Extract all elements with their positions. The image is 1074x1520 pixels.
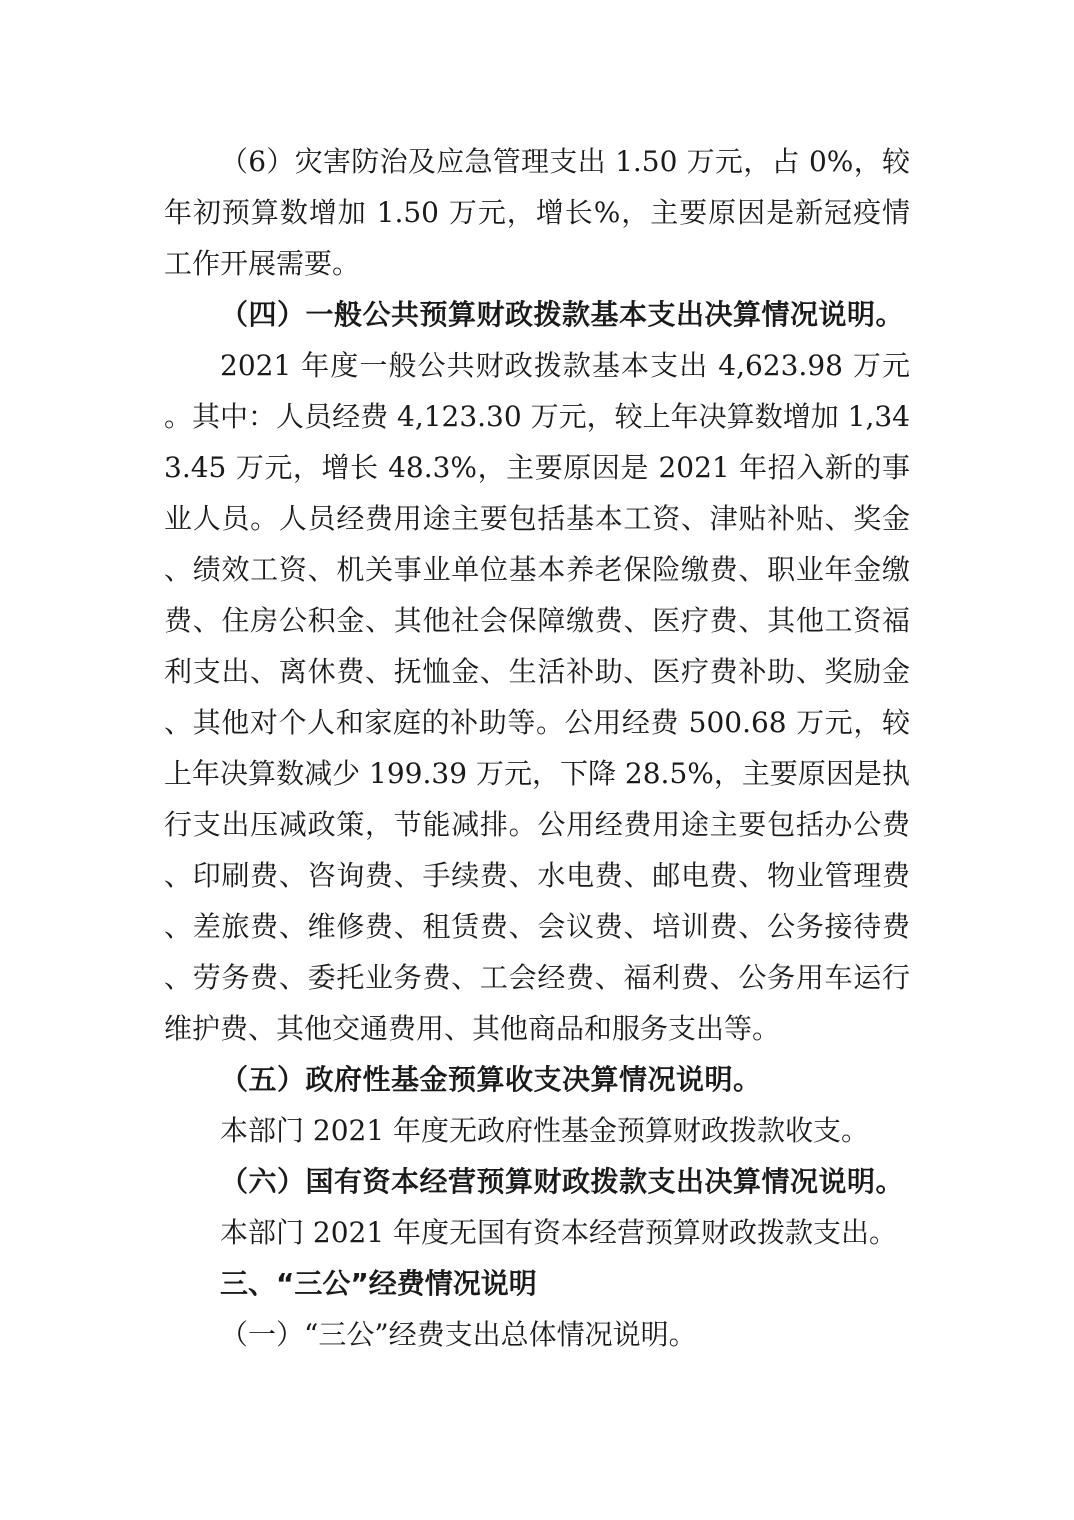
paragraph-disaster-prevention-expenditure: （6）灾害防治及应急管理支出 1.50 万元，占 0%，较年初预算数增加 1.50 万元，增长%，主要原因是新冠疫情工作开展需要。 xyxy=(164,145,910,280)
paragraph-state-capital: 本部门 2021 年度无国有资本经营预算财政拨款支出。 xyxy=(220,1216,898,1249)
heading-government-fund: （五）政府性基金预算收支决算情况说明。 xyxy=(220,1063,762,1096)
document-body xyxy=(164,136,910,1360)
paragraph-government-fund: 本部门 2021 年度无政府性基金预算财政拨款收支。 xyxy=(220,1114,870,1147)
section-heading-three-public: 三、“三公”经费情况说明 xyxy=(220,1267,537,1300)
heading-state-capital: （六）国有资本经营预算财政拨款支出决算情况说明。 xyxy=(220,1165,905,1198)
paragraph-basic-expenditure-details: 2021 年度一般公共财政拨款基本支出 4,623.98 万元。其中：人员经费 4,123.30 万元，较上年决算数增加 1,343.45 万元，增长 48.3%，主要原因是 2021 年招入新的事业人员。人员经费用途主要包括基本工资、津贴补贴、奖金、绩效工资、机关事业单位基本养老保险缴费、职业年金缴费、住房公积金、其他社会保障缴费、医疗费、其他工资福利支出、离休费、抚恤金、生活补助、医疗费补助、奖励金、其他对个人和家庭的补助等。公用经费 500.68 万元，较上年决算数减少 199.39 万元，下降 28.5%，主要原因是执行支出压减政策，节能减排。公用经费用途主要包括办公费、印刷费、咨询费、手续费、水电费、邮电费、物业管理费、差旅费、维修费、租赁费、会议费、培训费、公务接待费、劳务费、委托业务费、工会经费、福利费、公务用车运行维护费、其他交通费用、其他商品和服务支出等。 xyxy=(164,349,910,1045)
subheading-three-public-overview: （一）“三公”经费支出总体情况说明。 xyxy=(220,1318,697,1351)
heading-basic-expenditure: （四）一般公共预算财政拨款基本支出决算情况说明。 xyxy=(220,298,905,331)
